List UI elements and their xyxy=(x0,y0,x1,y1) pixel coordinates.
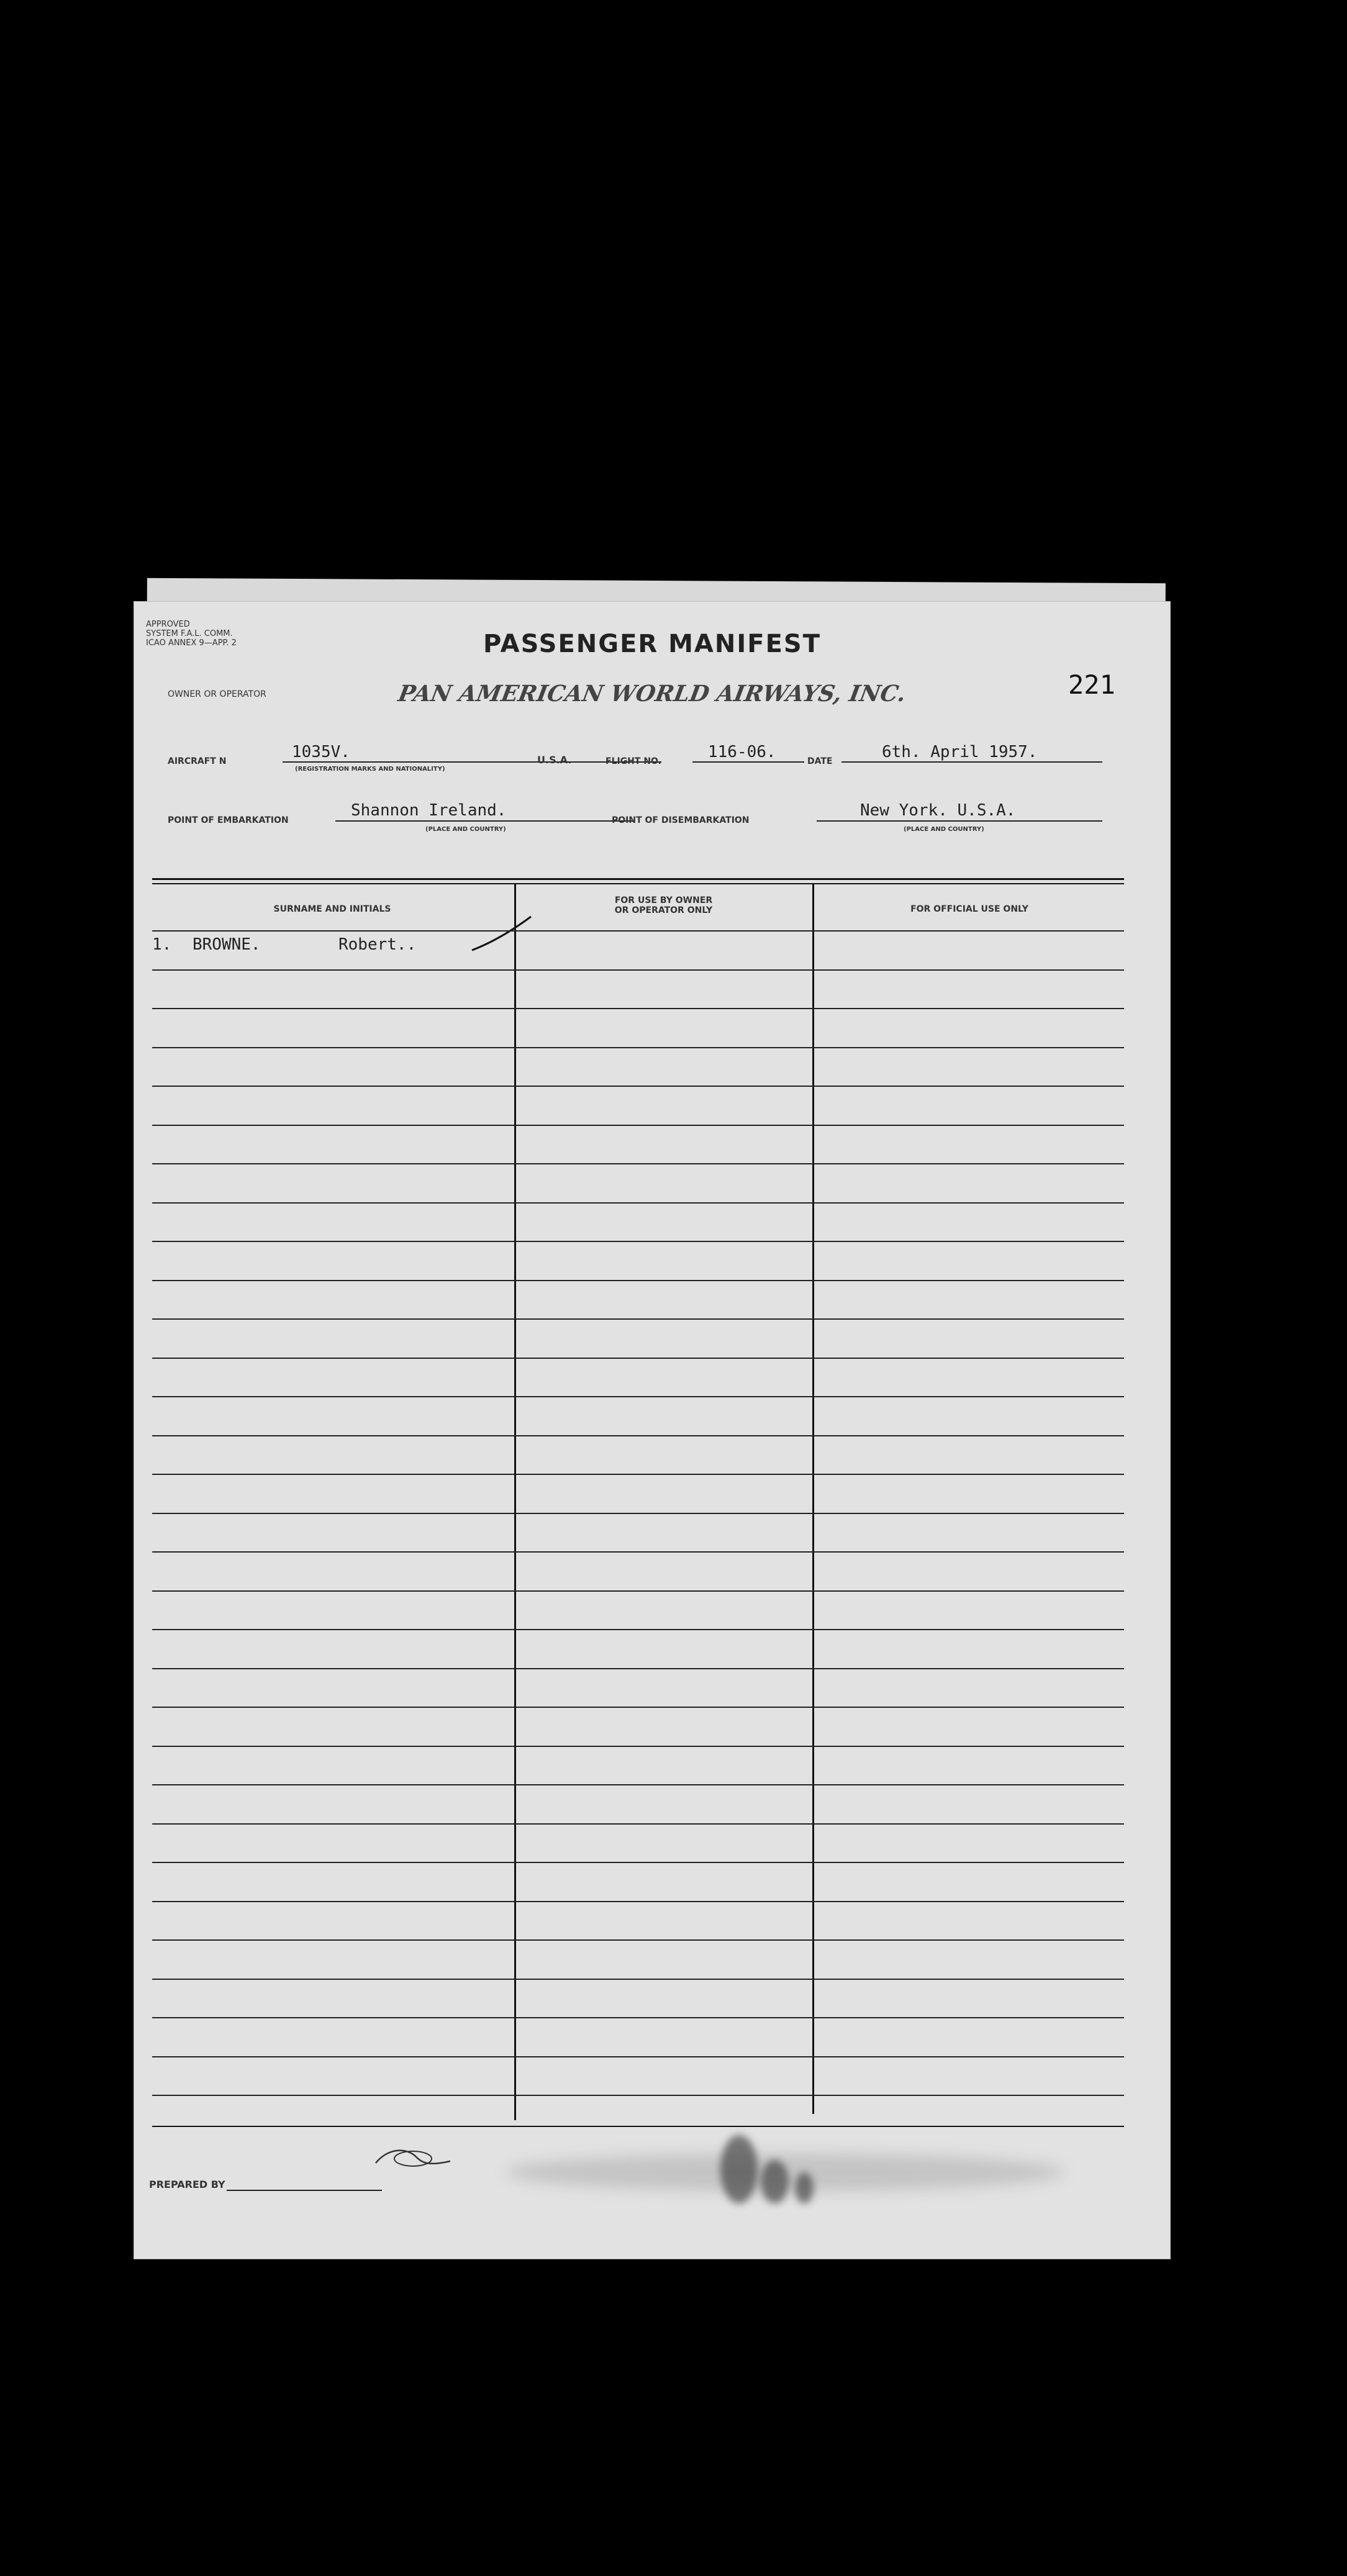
date-label: DATE xyxy=(807,756,833,766)
embarkation-label: POINT OF EMBARKATION xyxy=(168,815,289,825)
table-row-rule xyxy=(152,1551,1124,1553)
flight-value: 116-06. xyxy=(708,743,776,761)
table-row-rule xyxy=(152,1396,1124,1397)
passenger-surname: BROWNE. xyxy=(193,935,261,954)
flight-label: FLIGHT NO. xyxy=(605,756,661,766)
owner-label: OWNER OR OPERATOR xyxy=(168,689,266,699)
page-title: PASSENGER MANIFEST xyxy=(483,630,821,658)
table-row-rule xyxy=(152,969,1124,971)
aircraft-underline xyxy=(283,761,661,763)
aircraft-value: 1035V. xyxy=(292,743,350,761)
table-row-rule xyxy=(152,1862,1124,1863)
page-number: 221 xyxy=(1068,669,1115,700)
table-row-rule xyxy=(152,1668,1124,1669)
table-bottom-rule xyxy=(152,2126,1124,2127)
aircraft-label: AIRCRAFT N xyxy=(168,756,227,766)
table-row-rule xyxy=(152,1979,1124,1980)
check-mark xyxy=(469,912,537,955)
approval-note: APPROVED SYSTEM F.A.L. COMM. ICAO ANNEX 9—APP. 2 xyxy=(146,620,237,648)
flight-underline xyxy=(692,761,804,763)
table-top-rule xyxy=(152,878,1124,880)
ink-smear xyxy=(506,2154,1065,2191)
table-row-rule xyxy=(152,1202,1124,1204)
table-row-rule xyxy=(152,2056,1124,2057)
prepared-by-label: PREPARED BY xyxy=(149,2179,225,2190)
table-row-rule xyxy=(152,1707,1124,1708)
table-row-rule xyxy=(152,1163,1124,1164)
table-row-rule xyxy=(152,1474,1124,1475)
column-header-surname: SURNAME AND INITIALS xyxy=(273,904,391,914)
disembarkation-underline xyxy=(817,820,1102,822)
table-row-rule xyxy=(152,1746,1124,1747)
signature xyxy=(370,2141,456,2179)
prepared-by-underline xyxy=(227,2190,382,2191)
table-row-rule xyxy=(152,1358,1124,1359)
date-underline xyxy=(841,761,1102,763)
table-row-rule xyxy=(152,1086,1124,1087)
embarkation-value: Shannon Ireland. xyxy=(351,801,507,820)
table-row-rule xyxy=(152,1008,1124,1009)
table-row-rule xyxy=(152,1784,1124,1785)
row-number: 1. xyxy=(152,935,172,954)
table-row-rule xyxy=(152,1629,1124,1630)
table-row-rule xyxy=(152,1435,1124,1436)
date-value: 6th. April 1957. xyxy=(882,743,1038,761)
embarkation-underline xyxy=(335,820,633,822)
manifest-sheet xyxy=(134,601,1171,2259)
aircraft-country: U.S.A. xyxy=(537,754,572,766)
table-row-rule xyxy=(152,1901,1124,1902)
table-row-rule xyxy=(152,1939,1124,1941)
table-row-rule xyxy=(152,1047,1124,1048)
table-row-rule xyxy=(152,1513,1124,1514)
column-header-official: FOR OFFICIAL USE ONLY xyxy=(910,904,1028,914)
passenger-given-name: Robert.. xyxy=(338,935,417,954)
table-row-rule xyxy=(152,2095,1124,2096)
table-top-rule-2 xyxy=(152,883,1124,884)
disembarkation-label: POINT OF DISEMBARKATION xyxy=(612,815,750,825)
embarkation-sub-label: (PLACE AND COUNTRY) xyxy=(425,826,506,833)
aircraft-sub-label: (REGISTRATION MARKS AND NATIONALITY) xyxy=(295,766,445,773)
table-row-rule xyxy=(152,1823,1124,1825)
column-divider-2 xyxy=(812,884,814,2114)
table-row-rule xyxy=(152,1125,1124,1126)
table-row-rule xyxy=(152,1241,1124,1242)
column-header-owner: FOR USE BY OWNER OR OPERATOR ONLY xyxy=(614,896,713,915)
table-row-rule xyxy=(152,1280,1124,1281)
column-divider-1 xyxy=(514,884,516,2120)
disembarkation-sub-label: (PLACE AND COUNTRY) xyxy=(904,826,984,833)
company-name: PAN AMERICAN WORLD AIRWAYS, INC. xyxy=(396,681,908,707)
disembarkation-value: New York. U.S.A. xyxy=(860,801,1016,820)
table-row-rule xyxy=(152,1318,1124,1320)
table-row-rule xyxy=(152,2017,1124,2018)
table-row-rule xyxy=(152,930,1124,932)
table-row-rule xyxy=(152,1590,1124,1592)
